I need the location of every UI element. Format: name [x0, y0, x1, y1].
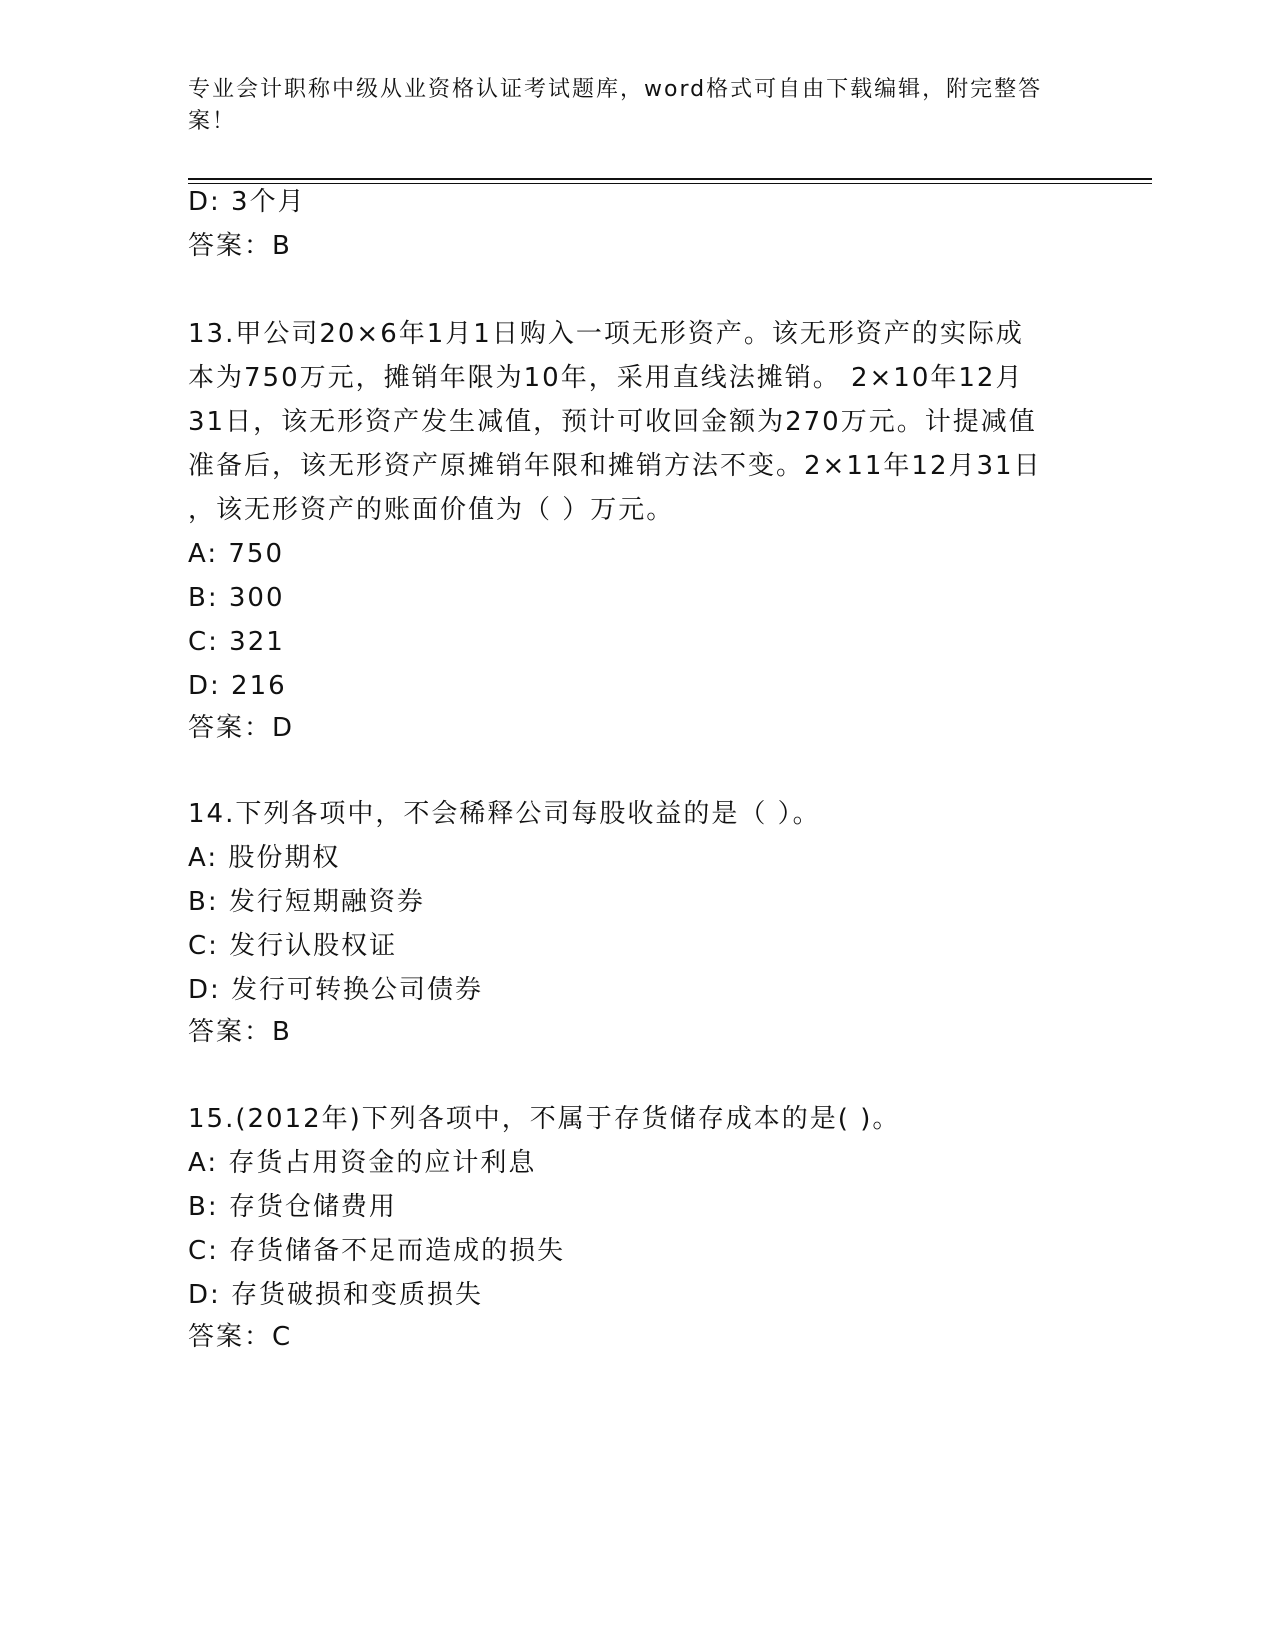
q15-option-a: A: 存货占用资金的应计利息	[188, 1148, 537, 1178]
q13-answer: 答案：D	[188, 713, 295, 743]
q13-option-d: D: 216	[188, 671, 287, 701]
q13-stem-line: 13.甲公司20×6年1月1日购入一项无形资产。该无形资产的实际成	[188, 319, 1024, 349]
page-header: 专业会计职称中级从业资格认证考试题库，word格式可自由下载编辑，附完整答案！	[188, 77, 1043, 134]
q14-option-d: D: 发行可转换公司债券	[188, 975, 484, 1005]
q14-stem: 14.下列各项中，不会稀释公司每股收益的是（ ）。	[188, 799, 821, 829]
q15-option-c: C: 存货储备不足而造成的损失	[188, 1236, 566, 1266]
q14-option-a: A: 股份期权	[188, 843, 341, 873]
q13-option-b: B: 300	[188, 583, 285, 613]
q15-answer: 答案：C	[188, 1322, 293, 1352]
q13-stem-line: 准备后，该无形资产原摊销年限和摊销方法不变。2×11年12月31日	[188, 451, 1042, 481]
header-divider-thin	[188, 183, 1152, 184]
q13-stem-line: 31日，该无形资产发生减值，预计可收回金额为270万元。计提减值	[188, 407, 1037, 437]
q13-option-a: A: 750	[188, 539, 284, 569]
prev-answer: 答案：B	[188, 231, 292, 261]
prev-option-d: D: 3个月	[188, 187, 306, 217]
q15-option-b: B: 存货仓储费用	[188, 1192, 397, 1222]
q13-option-c: C: 321	[188, 627, 285, 657]
q14-option-b: B: 发行短期融资券	[188, 887, 425, 917]
q15-stem: 15.(2012年)下列各项中，不属于存货储存成本的是( )。	[188, 1104, 901, 1134]
header-divider	[188, 178, 1152, 180]
q13-stem-line: ，该无形资产的账面价值为（ ）万元。	[188, 495, 675, 525]
q13-stem-line: 本为750万元，摊销年限为10年，采用直线法摊销。 2×10年12月	[188, 363, 1024, 393]
q14-answer: 答案：B	[188, 1017, 292, 1047]
q14-option-c: C: 发行认股权证	[188, 931, 398, 961]
q15-option-d: D: 存货破损和变质损失	[188, 1280, 484, 1310]
